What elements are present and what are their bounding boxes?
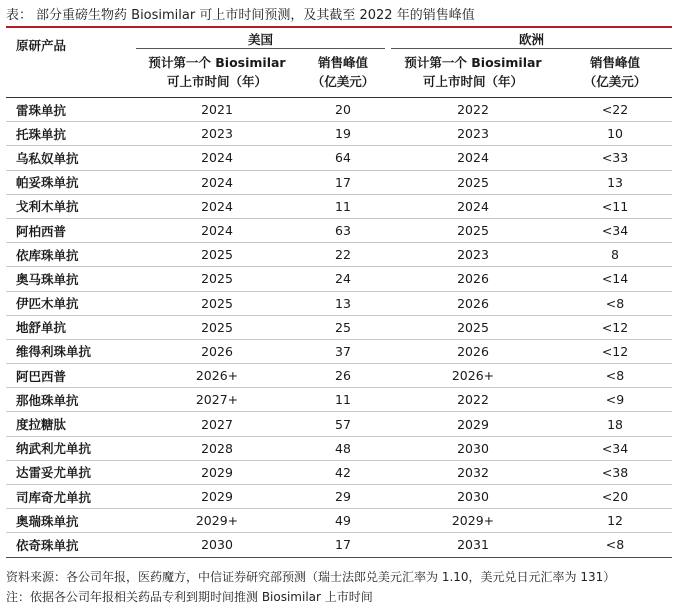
table-row [6, 364, 672, 388]
cell-name: 依奇珠单抗 [6, 533, 136, 557]
cell-us-year: 2024 [136, 146, 298, 170]
caption-label: 表： [6, 8, 33, 23]
cell-eu-peak: <34 [558, 218, 672, 242]
table-caption [6, 4, 475, 23]
cell-name: 达雷妥尤单抗 [6, 460, 136, 484]
table-row [6, 485, 672, 509]
cell-eu-year: 2030 [388, 436, 558, 460]
cell-eu-peak: <14 [558, 267, 672, 291]
cell-eu-peak: <8 [558, 291, 672, 315]
cell-eu-peak: <20 [558, 485, 672, 509]
cell-us-peak: 20 [298, 98, 388, 122]
cell-eu-year: 2029 [388, 412, 558, 436]
cell-us-year: 2026 [136, 339, 298, 363]
table-body [6, 98, 672, 558]
cell-eu-year: 2030 [388, 485, 558, 509]
table-row [6, 194, 672, 218]
cell-eu-year: 2023 [388, 243, 558, 267]
table-row [6, 146, 672, 170]
cell-eu-year: 2025 [388, 218, 558, 242]
cell-name: 伊匹木单抗 [6, 291, 136, 315]
cell-us-year: 2029 [136, 485, 298, 509]
cell-us-year: 2028 [136, 436, 298, 460]
table-row [6, 218, 672, 242]
cell-us-peak: 11 [298, 388, 388, 412]
cell-us-peak: 29 [298, 485, 388, 509]
source-note: 资料来源：各公司年报，医药魔方，中信证券研究部预测（瑞士法郎兑美元汇率为 1.10，美元兑日元汇率为 131） [6, 570, 616, 584]
cell-name: 司库奇尤单抗 [6, 485, 136, 509]
cell-name: 阿巴西普 [6, 364, 136, 388]
cell-us-year: 2026+ [136, 364, 298, 388]
footnote: 注：依据各公司年报相关药品专利到期时间推测 Biosimilar 上市时间 [6, 590, 373, 604]
cell-eu-peak: <38 [558, 460, 672, 484]
header-eu-peak-line1: 销售峰值 [590, 55, 641, 70]
cell-us-year: 2021 [136, 98, 298, 122]
cell-us-year: 2023 [136, 122, 298, 146]
cell-us-peak: 24 [298, 267, 388, 291]
table-row [6, 388, 672, 412]
cell-name: 托珠单抗 [6, 122, 136, 146]
cell-eu-peak: <33 [558, 146, 672, 170]
cell-us-year: 2025 [136, 267, 298, 291]
table-row [6, 412, 672, 436]
cell-us-peak: 11 [298, 194, 388, 218]
cell-us-year: 2025 [136, 315, 298, 339]
cell-us-peak: 49 [298, 509, 388, 533]
header-us-peak-line2: （亿美元） [311, 74, 375, 89]
cell-eu-year: 2032 [388, 460, 558, 484]
cell-eu-year: 2023 [388, 122, 558, 146]
table-row [6, 98, 672, 122]
cell-us-peak: 57 [298, 412, 388, 436]
header-us: 美国 [136, 28, 388, 49]
cell-name: 那他珠单抗 [6, 388, 136, 412]
cell-eu-peak: <11 [558, 194, 672, 218]
cell-name: 奥瑞珠单抗 [6, 509, 136, 533]
header-us-launch-line2: 可上市时间（年） [166, 74, 267, 89]
cell-eu-peak: <22 [558, 98, 672, 122]
table-row [6, 267, 672, 291]
cell-eu-year: 2026 [388, 339, 558, 363]
header-us-peak [298, 49, 388, 98]
cell-us-peak: 22 [298, 243, 388, 267]
cell-eu-peak: 8 [558, 243, 672, 267]
cell-eu-peak: 13 [558, 170, 672, 194]
header-us-launch-line1: 预计第一个 Biosimilar [148, 55, 286, 70]
cell-eu-year: 2026+ [388, 364, 558, 388]
cell-eu-year: 2025 [388, 170, 558, 194]
cell-us-peak: 63 [298, 218, 388, 242]
header-us-launch [136, 49, 298, 98]
cell-us-peak: 17 [298, 170, 388, 194]
cell-us-year: 2024 [136, 194, 298, 218]
cell-name: 纳武利尤单抗 [6, 436, 136, 460]
biosimilar-table [6, 28, 672, 558]
cell-name: 依库珠单抗 [6, 243, 136, 267]
table-row [6, 436, 672, 460]
table-row [6, 122, 672, 146]
cell-us-year: 2029+ [136, 509, 298, 533]
cell-eu-year: 2026 [388, 291, 558, 315]
cell-eu-peak: <12 [558, 339, 672, 363]
header-eu-launch-line1: 预计第一个 Biosimilar [404, 55, 542, 70]
cell-us-year: 2027 [136, 412, 298, 436]
table-row [6, 460, 672, 484]
cell-name: 帕妥珠单抗 [6, 170, 136, 194]
cell-us-peak: 64 [298, 146, 388, 170]
cell-us-peak: 13 [298, 291, 388, 315]
cell-name: 地舒单抗 [6, 315, 136, 339]
cell-name: 雷珠单抗 [6, 98, 136, 122]
cell-us-year: 2025 [136, 291, 298, 315]
table-row [6, 339, 672, 363]
cell-eu-peak: <9 [558, 388, 672, 412]
table-row [6, 170, 672, 194]
cell-us-peak: 42 [298, 460, 388, 484]
header-us-peak-line1: 销售峰值 [318, 55, 369, 70]
cell-eu-year: 2024 [388, 194, 558, 218]
cell-eu-year: 2025 [388, 315, 558, 339]
cell-us-peak: 37 [298, 339, 388, 363]
table-row [6, 509, 672, 533]
cell-us-peak: 25 [298, 315, 388, 339]
cell-eu-year: 2024 [388, 146, 558, 170]
cell-name: 乌私奴单抗 [6, 146, 136, 170]
table-row [6, 533, 672, 557]
cell-name: 度拉糖肽 [6, 412, 136, 436]
table-row [6, 315, 672, 339]
cell-us-peak: 19 [298, 122, 388, 146]
table-row [6, 243, 672, 267]
cell-name: 阿柏西普 [6, 218, 136, 242]
header-product: 原研产品 [16, 38, 67, 53]
cell-name: 奥马珠单抗 [6, 267, 136, 291]
cell-us-peak: 26 [298, 364, 388, 388]
header-eu-launch-line2: 可上市时间（年） [423, 74, 524, 89]
cell-eu-year: 2031 [388, 533, 558, 557]
cell-eu-peak: <8 [558, 533, 672, 557]
cell-eu-year: 2029+ [388, 509, 558, 533]
cell-name: 维得利珠单抗 [6, 339, 136, 363]
cell-us-year: 2027+ [136, 388, 298, 412]
cell-eu-year: 2022 [388, 98, 558, 122]
cell-eu-peak: 10 [558, 122, 672, 146]
cell-eu-peak: <34 [558, 436, 672, 460]
cell-us-peak: 48 [298, 436, 388, 460]
cell-eu-peak: <12 [558, 315, 672, 339]
cell-eu-year: 2022 [388, 388, 558, 412]
cell-eu-year: 2026 [388, 267, 558, 291]
header-eu-peak-line2: （亿美元） [583, 74, 647, 89]
cell-us-year: 2024 [136, 218, 298, 242]
header-eu-peak [558, 49, 672, 98]
cell-eu-peak: 18 [558, 412, 672, 436]
cell-us-year: 2024 [136, 170, 298, 194]
caption-text: 部分重磅生物药 Biosimilar 可上市时间预测，及其截至 2022 年的销售峰值 [36, 8, 475, 23]
header-eu-launch [388, 49, 558, 98]
cell-us-year: 2030 [136, 533, 298, 557]
cell-us-year: 2029 [136, 460, 298, 484]
cell-us-year: 2025 [136, 243, 298, 267]
header-eu: 欧洲 [388, 28, 672, 49]
cell-eu-peak: 12 [558, 509, 672, 533]
cell-eu-peak: <8 [558, 364, 672, 388]
table-row [6, 291, 672, 315]
cell-us-peak: 17 [298, 533, 388, 557]
cell-name: 戈利木单抗 [6, 194, 136, 218]
